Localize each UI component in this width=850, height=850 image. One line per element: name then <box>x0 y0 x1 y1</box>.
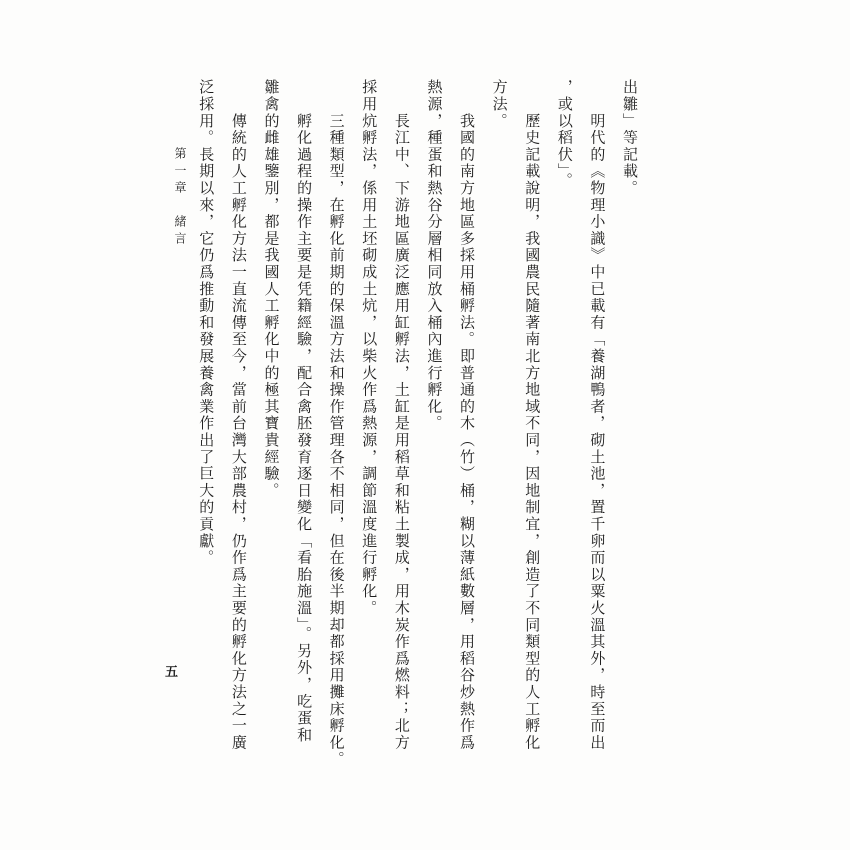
text-column: 我國的南方地區多採用桶孵法。即普通的木（竹）桶，糊以薄紙數層，用稻谷炒熱作爲 <box>458 79 477 751</box>
text-column: ，或以稻伏」。 <box>555 79 574 190</box>
text-column: 泛採用。長期以來，它仍爲推動和發展養禽業作出了巨大的貢獻。 <box>197 79 216 567</box>
text-column: 出雛」等記載。 <box>621 79 639 197</box>
text-column: 雛禽的雌雄鑒別，都是我國人工孵化中的極其寶貴經驗。 <box>262 79 281 499</box>
text-column: 長江中、下游地區廣泛應用缸孵法，土缸是用稻草和粘土製成，用木炭作爲燃料；北方 <box>392 79 411 751</box>
text-column: 三種類型，在孵化前期的保溫方法和操作管理各不相同，但在後半期却都採用攤床孵化。 <box>327 79 346 768</box>
text-column: 歷史記載說明，我國農民隨著南北方地域不同，因地制宜，創造了不同類型的人工孵化 <box>523 79 542 751</box>
text-column: 明代的《物理小識》中已載有「養湖鴨者，砌土池，置千卵而以粟火溫其外，時至而出 <box>588 79 607 751</box>
text-column: 熱源，種蛋和熱谷分層相同放入桶內進行孵化。 <box>425 79 444 432</box>
text-column: 採用炕孵法，係用土坯砌成土炕，以柴火作爲熱源，調節溫度進行孵化。 <box>360 79 379 617</box>
page-number: 五 <box>165 665 179 680</box>
text-column: 傳統的人工孵化方法一直流傳至今，當前台灣大部農村，仍作爲主要的孵化方法之一廣 <box>229 79 248 751</box>
text-column: 孵化過程的操作主要是凭籍經驗，配合禽胚發育逐日變化「看胎施溫」。另外，吃蛋和 <box>295 79 314 744</box>
chapter-running-header: 第一章 緒言 <box>173 147 187 249</box>
text-column: 方法。 <box>490 79 509 130</box>
body-text <box>190 79 646 777</box>
